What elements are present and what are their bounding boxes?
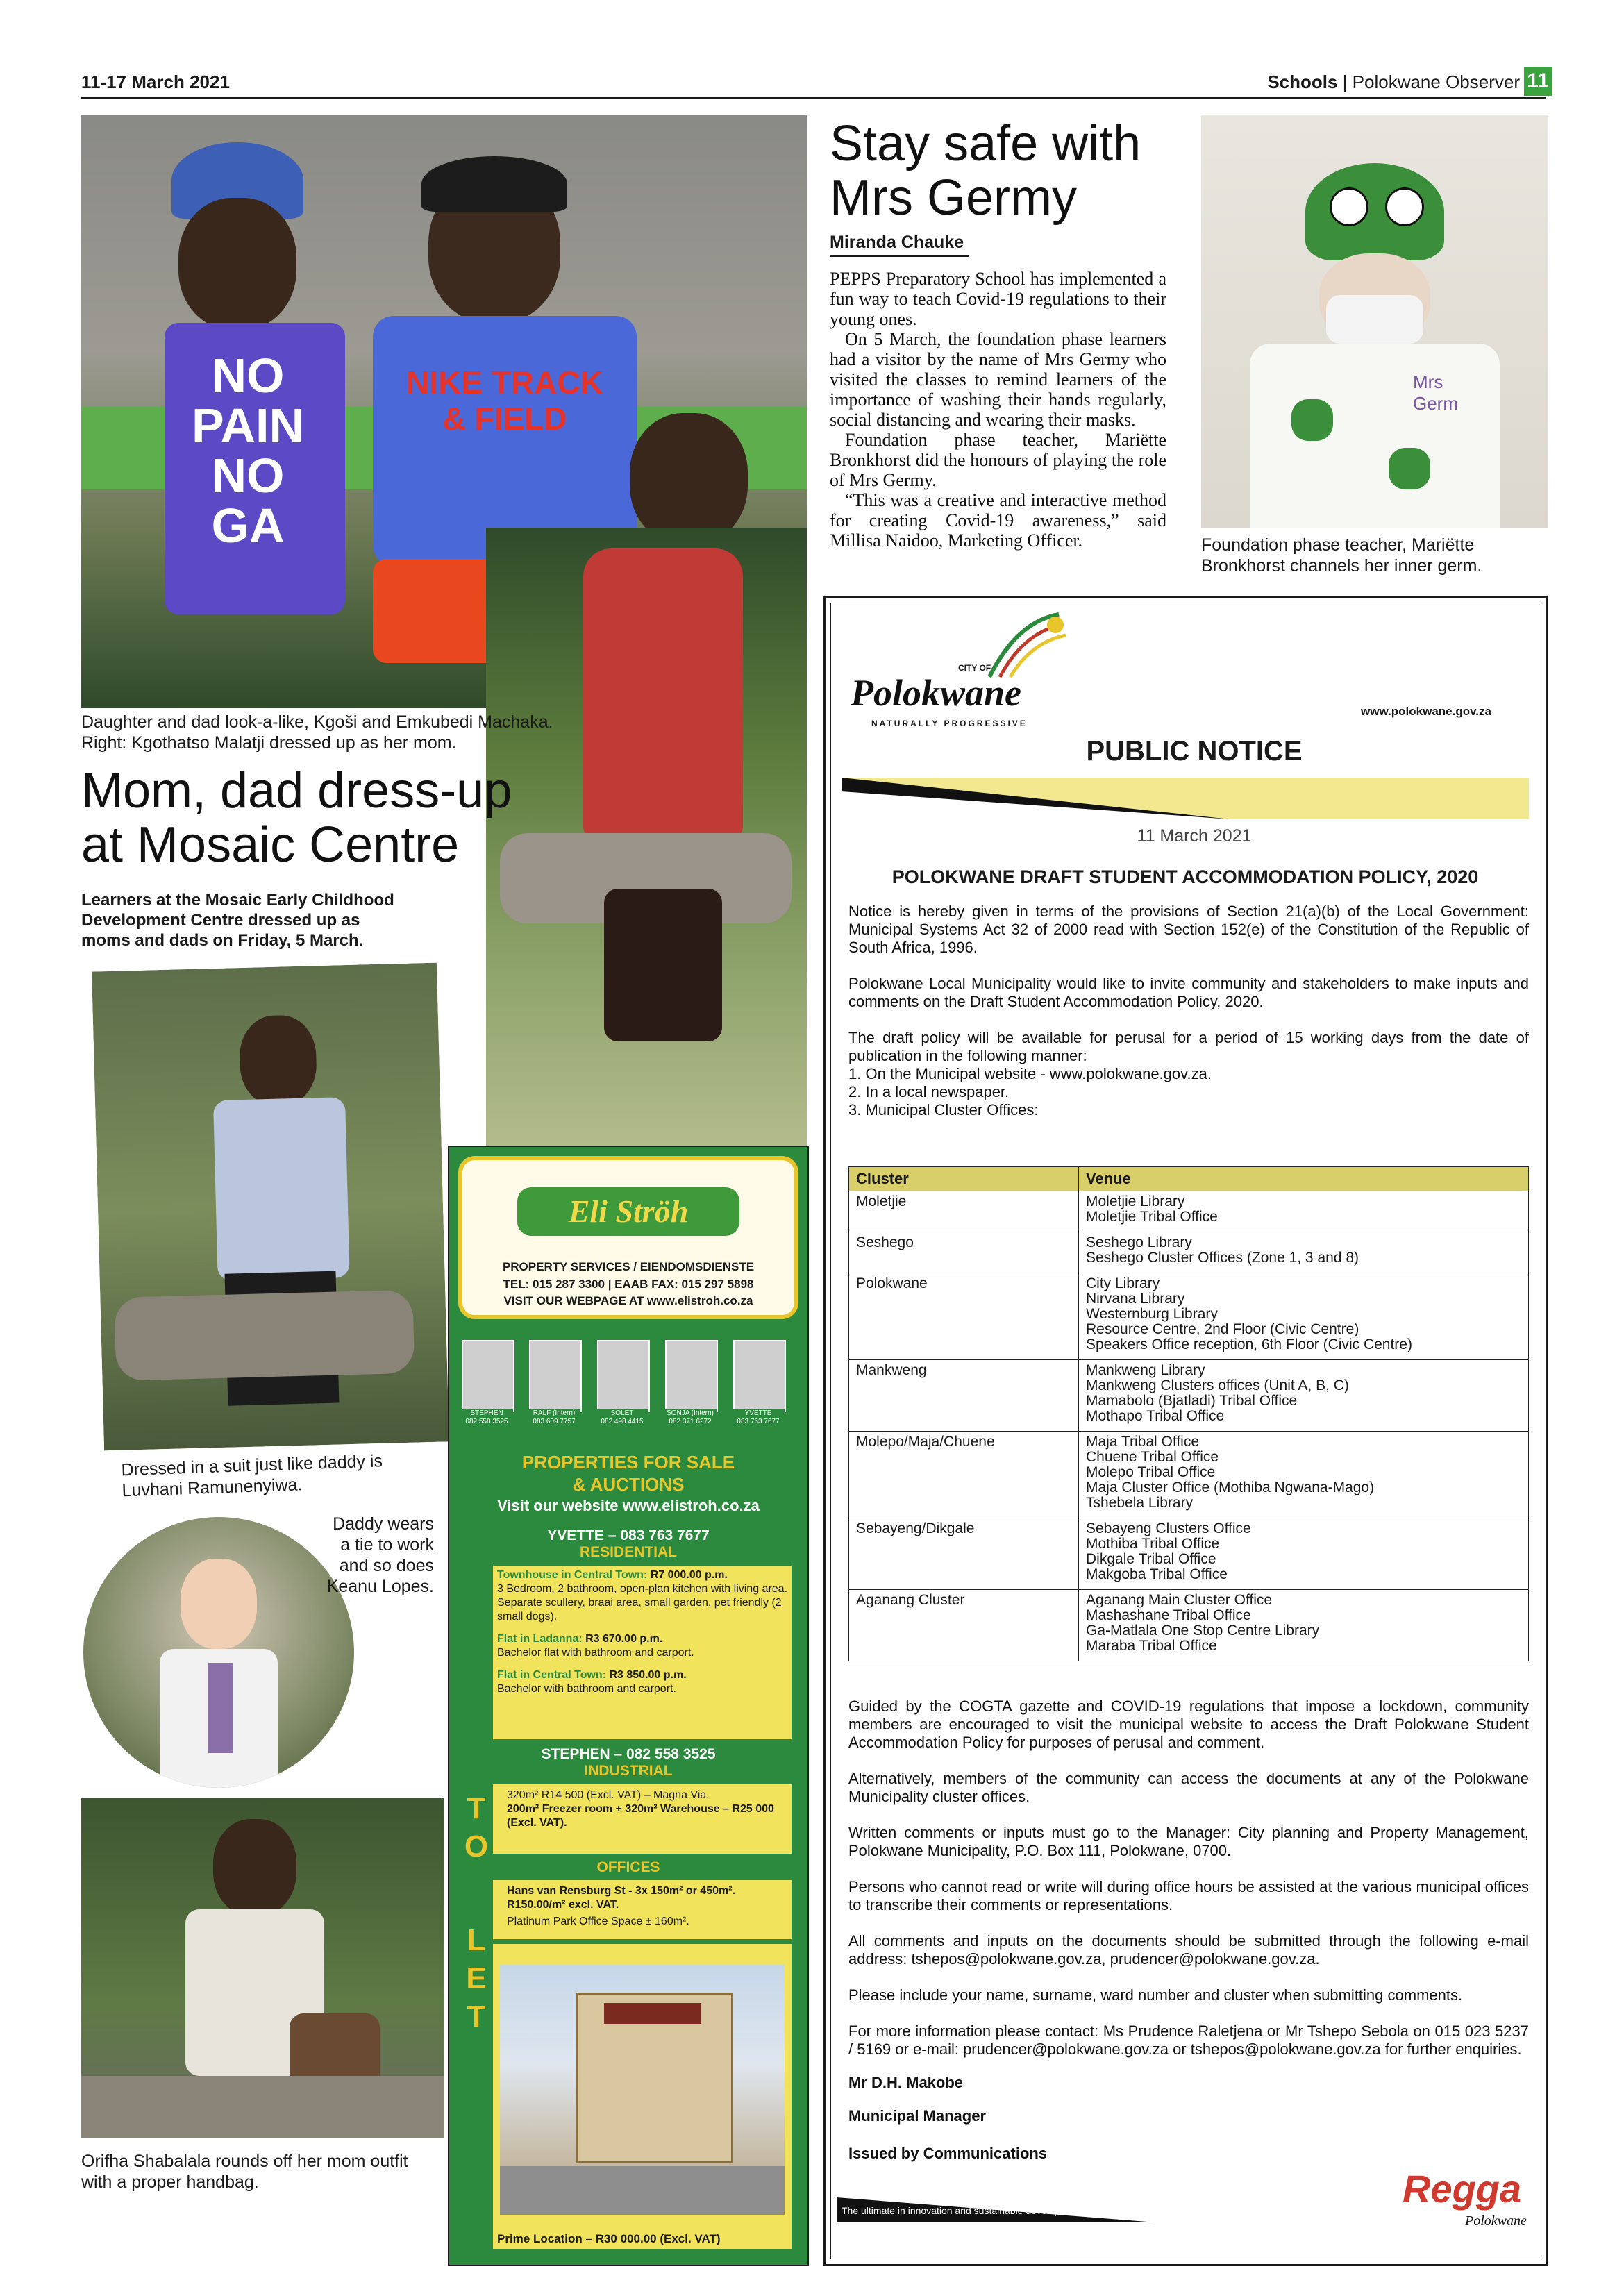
cluster-cell: Mankweng bbox=[849, 1360, 1079, 1432]
headline-germy: Stay safe with Mrs Germy bbox=[830, 116, 1141, 226]
notice-policy-title: POLOKWANE DRAFT STUDENT ACCOMMODATION POLICY, 2020 bbox=[891, 866, 1479, 887]
photo-boy-in-suit bbox=[90, 961, 451, 1453]
table-header-venue: Venue bbox=[1079, 1167, 1529, 1191]
ad-services: PROPERTY SERVICES / EIENDOMSDIENSTE bbox=[502, 1260, 755, 1273]
caption-mrs-germy: Foundation phase teacher, Mariëtte Bronkhorst channels her inner germ. bbox=[1201, 535, 1482, 576]
venue-line: Dikgale Tribal Office bbox=[1086, 1551, 1216, 1567]
intro-mosaic: Learners at the Mosaic Early Childhood Development Centre dressed up as moms and dads on Friday, 5 March. bbox=[81, 891, 394, 950]
boy-suit-jacket bbox=[213, 1097, 350, 1281]
agent-phone: 082 498 4415 bbox=[601, 1418, 644, 1425]
photo-office-building bbox=[500, 1965, 785, 2215]
girl-legs bbox=[604, 889, 722, 1041]
logo-polokwane: Polokwane bbox=[851, 672, 1022, 714]
venue-line: Sebayeng Clusters Office bbox=[1086, 1520, 1251, 1536]
coat-text: Mrs Germ bbox=[1413, 371, 1458, 414]
venue-line: Speakers Office reception, 6th Floor (Civic Centre) bbox=[1086, 1336, 1412, 1352]
polokwane-logo bbox=[844, 607, 1073, 726]
venue-line: Mothapo Tribal Office bbox=[1086, 1408, 1225, 1424]
cluster-cell: Polokwane bbox=[849, 1273, 1079, 1360]
table-row bbox=[849, 1273, 1529, 1360]
cluster-cell: Moletjie bbox=[849, 1191, 1079, 1232]
boy-shirt-text: NO PAIN NO GA bbox=[191, 349, 305, 553]
venue-line: Maja Tribal Office bbox=[1086, 1434, 1200, 1450]
venue-line: Mamabolo (Bjatladi) Tribal Office bbox=[1086, 1393, 1298, 1409]
notice-band bbox=[842, 778, 1529, 819]
ad-res-title: RESIDENTIAL bbox=[579, 1544, 677, 1560]
ad-ind-contact: STEPHEN – 082 558 3525 bbox=[541, 1746, 716, 1762]
notice-date: 11 March 2021 bbox=[1137, 826, 1252, 846]
notice-body-bottom bbox=[848, 1698, 1529, 2163]
tolet-letter-1: T bbox=[467, 1791, 486, 1825]
venue-line: Molepo Tribal Office bbox=[1086, 1464, 1216, 1480]
boy-suit-log bbox=[114, 1290, 415, 1381]
handbag-girl-head bbox=[213, 1819, 296, 1916]
table-row bbox=[849, 1191, 1529, 1232]
agent-name: STEPHEN bbox=[470, 1409, 503, 1417]
agent-photo-4 bbox=[665, 1340, 718, 1412]
germ-hat-eye-right bbox=[1385, 187, 1424, 226]
venue-cell bbox=[1079, 1232, 1529, 1273]
res-item-price: R7 000.00 p.m. bbox=[650, 1569, 728, 1581]
cluster-cell: Seshego bbox=[849, 1232, 1079, 1273]
regga-logo: Regga bbox=[1403, 2167, 1522, 2211]
girl-head bbox=[630, 413, 748, 545]
tie-boy-head bbox=[181, 1559, 257, 1649]
notice-para-3: The draft policy will be available for perusal for a period of 15 working days from the date of publication in the following manner: bbox=[848, 1029, 1529, 1064]
ad-logo: Eli Ströh bbox=[517, 1187, 739, 1236]
body-germy bbox=[830, 269, 1166, 551]
building-sign bbox=[604, 2003, 701, 2024]
page-date: 11-17 March 2021 bbox=[81, 72, 230, 92]
boy-head bbox=[178, 198, 296, 330]
res-item-title: Flat in Ladanna: bbox=[497, 1633, 583, 1645]
section-label: Schools | Polokwane Observer bbox=[1267, 72, 1520, 92]
ind-item-1: 320m² R14 500 (Excl. VAT) – Magna Via. bbox=[507, 1789, 710, 1801]
venue-line: Mankweng Library bbox=[1086, 1362, 1205, 1378]
agent-name: SONJA (Intern) bbox=[667, 1409, 714, 1417]
ad-banner-line1: PROPERTIES FOR SALE bbox=[521, 1452, 735, 1473]
venue-cell bbox=[1079, 1273, 1529, 1360]
cluster-cell: Molepo/Maja/Chuene bbox=[849, 1432, 1079, 1518]
byline-rule bbox=[830, 255, 969, 257]
boy-shirt bbox=[165, 323, 345, 614]
ad-off-box bbox=[493, 1880, 792, 1939]
agent-label-4 bbox=[664, 1409, 717, 1444]
agent-photo-5 bbox=[733, 1340, 786, 1412]
ad-prime: Prime Location – R30 000.00 (Excl. VAT) bbox=[497, 2232, 721, 2245]
ad-webpage: VISIT OUR WEBPAGE AT www.elistroh.co.za bbox=[503, 1294, 753, 1307]
notice-footer-tag: The ultimate in innovation and sustainable development bbox=[842, 2205, 1082, 2216]
res-item-3 bbox=[497, 1668, 787, 1696]
dad-shirt-text: NIKE TRACK & FIELD bbox=[406, 364, 603, 437]
agent-photo-3 bbox=[597, 1340, 650, 1412]
notice-title: PUBLIC NOTICE bbox=[1086, 736, 1303, 766]
off-item-1: Hans van Rensburg St - 3x 150m² or 450m². R150.00/m² excl. VAT. bbox=[507, 1885, 735, 1911]
germy-para-3: Foundation phase teacher, Mariëtte Bronkhorst did the honours of playing the role of Mrs Germy. bbox=[830, 430, 1166, 490]
ad-ind-box bbox=[493, 1784, 792, 1854]
publication-name: Polokwane Observer bbox=[1352, 72, 1520, 92]
venue-line: Ga-Matlala One Stop Centre Library bbox=[1086, 1623, 1320, 1639]
table-row bbox=[849, 1518, 1529, 1590]
venue-line: Seshego Cluster Offices (Zone 1, 3 and 8) bbox=[1086, 1250, 1359, 1266]
venue-line: Seshego Library bbox=[1086, 1234, 1192, 1250]
venue-line: Aganang Main Cluster Office bbox=[1086, 1592, 1273, 1608]
notice-para-5: Alternatively, members of the community can access the documents at any of the Polokwane Municipality cluster offices. bbox=[848, 1770, 1529, 1805]
caption-boy-in-suit: Dressed in a suit just like daddy is Luvhani Ramunenyiwa. bbox=[121, 1451, 383, 1501]
venue-cell bbox=[1079, 1590, 1529, 1661]
res-item-title: Townhouse in Central Town: bbox=[497, 1569, 648, 1581]
germy-para-4: “This was a creative and interactive method for creating Covid-19 awareness,” said Millisa Naidoo, Marketing Officer. bbox=[830, 490, 1166, 551]
coat-spot-1 bbox=[1291, 399, 1333, 441]
section-name: Schools bbox=[1267, 72, 1338, 92]
logo-tagline: NATURALLY PROGRESSIVE bbox=[871, 719, 1028, 728]
face-mask bbox=[1326, 295, 1423, 344]
handbag-girl-log bbox=[81, 2076, 444, 2138]
table-header-row bbox=[849, 1167, 1529, 1191]
venue-line: Resource Centre, 2nd Floor (Civic Centre) bbox=[1086, 1321, 1359, 1337]
table-row bbox=[849, 1360, 1529, 1432]
agent-name: YVETTE bbox=[744, 1409, 772, 1417]
agent-phone: 083 763 7677 bbox=[737, 1418, 780, 1425]
germ-hat-eye-left bbox=[1330, 187, 1368, 226]
byline-germy: Miranda Chauke bbox=[830, 233, 964, 252]
caption-boy-with-tie: Daddy wears a tie to work and so does Keanu Lopes. bbox=[326, 1514, 434, 1596]
agent-phone: 082 558 3525 bbox=[465, 1418, 508, 1425]
cluster-cell: Aganang Cluster bbox=[849, 1590, 1079, 1661]
notice-signatory: Mr D.H. Makobe bbox=[848, 2074, 964, 2091]
agent-name: SOLET bbox=[610, 1409, 634, 1417]
venue-line: City Library bbox=[1086, 1275, 1160, 1291]
ad-ind-title: INDUSTRIAL bbox=[584, 1763, 673, 1779]
tolet-letter-4: E bbox=[466, 1961, 487, 1995]
photo-mrs-germy bbox=[1201, 115, 1548, 528]
off-extra: Platinum Park Office Space ± 160m². bbox=[507, 1916, 689, 1927]
agent-phone: 082 371 6272 bbox=[669, 1418, 712, 1425]
table-row bbox=[849, 1432, 1529, 1518]
tolet-letter-3: L bbox=[467, 1923, 486, 1957]
logo-sun-icon bbox=[976, 607, 1073, 684]
tie-boy-tie bbox=[208, 1663, 233, 1753]
venue-line: Mankweng Clusters offices (Unit A, B, C) bbox=[1086, 1377, 1349, 1393]
venue-line: Maraba Tribal Office bbox=[1086, 1638, 1217, 1654]
venue-line: Makgoba Tribal Office bbox=[1086, 1566, 1228, 1582]
table-header-cluster: Cluster bbox=[849, 1167, 1079, 1191]
notice-website: www.polokwane.gov.za bbox=[1361, 705, 1491, 718]
res-item-desc: 3 Bedroom, 2 bathroom, open-plan kitchen with living area. Separate scullery, braai area, small garden, pet friendly (2 small dogs). bbox=[497, 1583, 788, 1623]
photo-boy-with-tie bbox=[83, 1517, 354, 1788]
venue-line: Nirvana Library bbox=[1086, 1291, 1185, 1307]
notice-para-7: Persons who cannot read or write will during office hours be assisted at the various municipal offices to transcribe their comments or representations. bbox=[848, 1878, 1529, 1913]
ad-banner-line2: & AUCTIONS bbox=[572, 1474, 685, 1495]
cluster-table bbox=[848, 1166, 1529, 1661]
notice-para-2: Polokwane Local Municipality would like to invite community and stakeholders to make inputs and comments on the Draft Student Accommodation Policy, 2020. bbox=[848, 975, 1529, 1010]
coat-spot-2 bbox=[1389, 448, 1430, 489]
res-item-desc: Bachelor flat with bathroom and carport. bbox=[497, 1647, 694, 1659]
venue-line: Tshebela Library bbox=[1086, 1495, 1194, 1511]
ad-banner bbox=[458, 1451, 798, 1517]
venue-cell bbox=[1079, 1518, 1529, 1590]
res-item-1 bbox=[497, 1568, 787, 1624]
res-item-title: Flat in Central Town: bbox=[497, 1669, 607, 1681]
table-row bbox=[849, 1590, 1529, 1661]
notice-body-top bbox=[848, 903, 1529, 1119]
res-item-price: R3 850.00 p.m. bbox=[609, 1669, 687, 1681]
agent-label-3 bbox=[596, 1409, 648, 1444]
venue-cell bbox=[1079, 1432, 1529, 1518]
venue-line: Moletjie Tribal Office bbox=[1086, 1209, 1218, 1225]
venue-cell bbox=[1079, 1360, 1529, 1432]
tolet-letter-5: T bbox=[467, 2000, 486, 2034]
ad-res-box bbox=[493, 1566, 792, 1739]
agent-photo-2 bbox=[529, 1340, 582, 1412]
venue-cell bbox=[1079, 1191, 1529, 1232]
notice-signatory-title: Municipal Manager bbox=[848, 2107, 987, 2125]
parking-lot bbox=[500, 2166, 785, 2215]
logo-city-of: CITY OF bbox=[958, 663, 991, 673]
cluster-cell: Sebayeng/Dikgale bbox=[849, 1518, 1079, 1590]
notice-para-6: Written comments or inputs must go to the Manager: City planning and Property Management, Polokwane Municipality, P.O. Box 111, Polokwane, 0700. bbox=[848, 1824, 1529, 1859]
girl-dress bbox=[583, 548, 743, 840]
venue-line: Mashashane Tribal Office bbox=[1086, 1607, 1251, 1623]
agent-label-2 bbox=[528, 1409, 580, 1444]
ind-item-2: 200m² Freezer room + 320m² Warehouse – R25 000 (Excl. VAT). bbox=[507, 1803, 774, 1829]
germy-para-1: PEPPS Preparatory School has implemented a fun way to teach Covid-19 regulations to their young ones. bbox=[830, 269, 1166, 329]
venue-line: Maja Cluster Office (Mothiba Ngwana-Mago) bbox=[1086, 1480, 1375, 1495]
page-number: 11 bbox=[1524, 67, 1552, 96]
photo-girl-with-handbag bbox=[81, 1798, 444, 2138]
agent-label-1 bbox=[460, 1409, 513, 1444]
venue-line: Moletjie Library bbox=[1086, 1193, 1185, 1209]
germy-para-2: On 5 March, the foundation phase learners had a visitor by the name of Mrs Germy who visited the classes to remind learners of the importance of washing their hands regularly, social distancing and wearing their masks. bbox=[830, 329, 1166, 430]
notice-list-item-2: 2. In a local newspaper. bbox=[848, 1083, 1010, 1100]
agent-phone: 083 609 7757 bbox=[533, 1418, 576, 1425]
agent-photo-1 bbox=[462, 1340, 514, 1412]
ad-off-title: OFFICES bbox=[596, 1859, 660, 1875]
venue-line: Chuene Tribal Office bbox=[1086, 1449, 1219, 1465]
venue-line: Westernburg Library bbox=[1086, 1306, 1218, 1322]
notice-para-8: All comments and inputs on the documents should be submitted through the following e-mail address: tshepos@polokwane.gov.za, prudencer@polokwane.gov.za. bbox=[848, 1932, 1529, 1968]
headline-mosaic: Mom, dad dress-up at Mosaic Centre bbox=[81, 763, 512, 873]
dad-cap bbox=[421, 156, 567, 212]
notice-para-4: Guided by the COGTA gazette and COVID-19 regulations that impose a lockdown, community members are encouraged to visit the municipal website to access the Draft Polokwane Student Accommodation Policy for purposes of perusal and comment. bbox=[848, 1698, 1529, 1751]
ad-res-contact: YVETTE – 083 763 7677 bbox=[547, 1527, 710, 1543]
notice-issued: Issued by Communications bbox=[848, 2145, 1048, 2162]
lab-coat bbox=[1250, 344, 1500, 528]
notice-list-item-1: 1. On the Municipal website - www.polokwane.gov.za. bbox=[848, 1065, 1212, 1082]
table-row bbox=[849, 1232, 1529, 1273]
venue-line: Mothiba Tribal Office bbox=[1086, 1536, 1220, 1552]
ad-banner-line3: Visit our website www.elistroh.co.za bbox=[497, 1497, 760, 1514]
res-item-desc: Bachelor with bathroom and carport. bbox=[497, 1683, 676, 1695]
regga-logo-sub: Polokwane bbox=[1465, 2213, 1527, 2229]
caption-girl-with-handbag: Orifha Shabalala rounds off her mom outfit with a proper handbag. bbox=[81, 2152, 408, 2192]
notice-para-9: Please include your name, surname, ward number and cluster when submitting comments. bbox=[848, 1986, 1463, 2004]
ad-contact: TEL: 015 287 3300 | EAAB FAX: 015 297 5898 bbox=[503, 1277, 754, 1291]
tolet-letter-2: O bbox=[464, 1829, 489, 1863]
notice-list-item-3: 3. Municipal Cluster Offices: bbox=[848, 1101, 1039, 1118]
notice-para-10: For more information please contact: Ms Prudence Raletjena or Mr Tshepo Sebola on 015 023 5237 / 5169 or e-mail: prudencer@polokwane.gov.za or tshepos@polokwane.gov.za for further enquiries. bbox=[848, 2022, 1529, 2058]
boy-suit-head bbox=[239, 1014, 317, 1107]
agent-label-5 bbox=[732, 1409, 785, 1444]
res-item-2 bbox=[497, 1632, 787, 1660]
header-rule bbox=[81, 97, 1546, 99]
agent-name: RALF (Intern) bbox=[533, 1409, 576, 1417]
notice-para-1: Notice is hereby given in terms of the provisions of Section 21(a)(b) of the Local Government: Municipal Systems Act 32 of 2000 read with Section 152(e) of the Constitution of the Republic of South Africa, 1996. bbox=[848, 903, 1529, 956]
res-item-price: R3 670.00 p.m. bbox=[585, 1633, 663, 1645]
caption-dad-and-kids: Daughter and dad look-a-like, Kgoši and Emkubedi Machaka. Right: Kgothatso Malatji dressed up as her mom. bbox=[81, 712, 553, 753]
